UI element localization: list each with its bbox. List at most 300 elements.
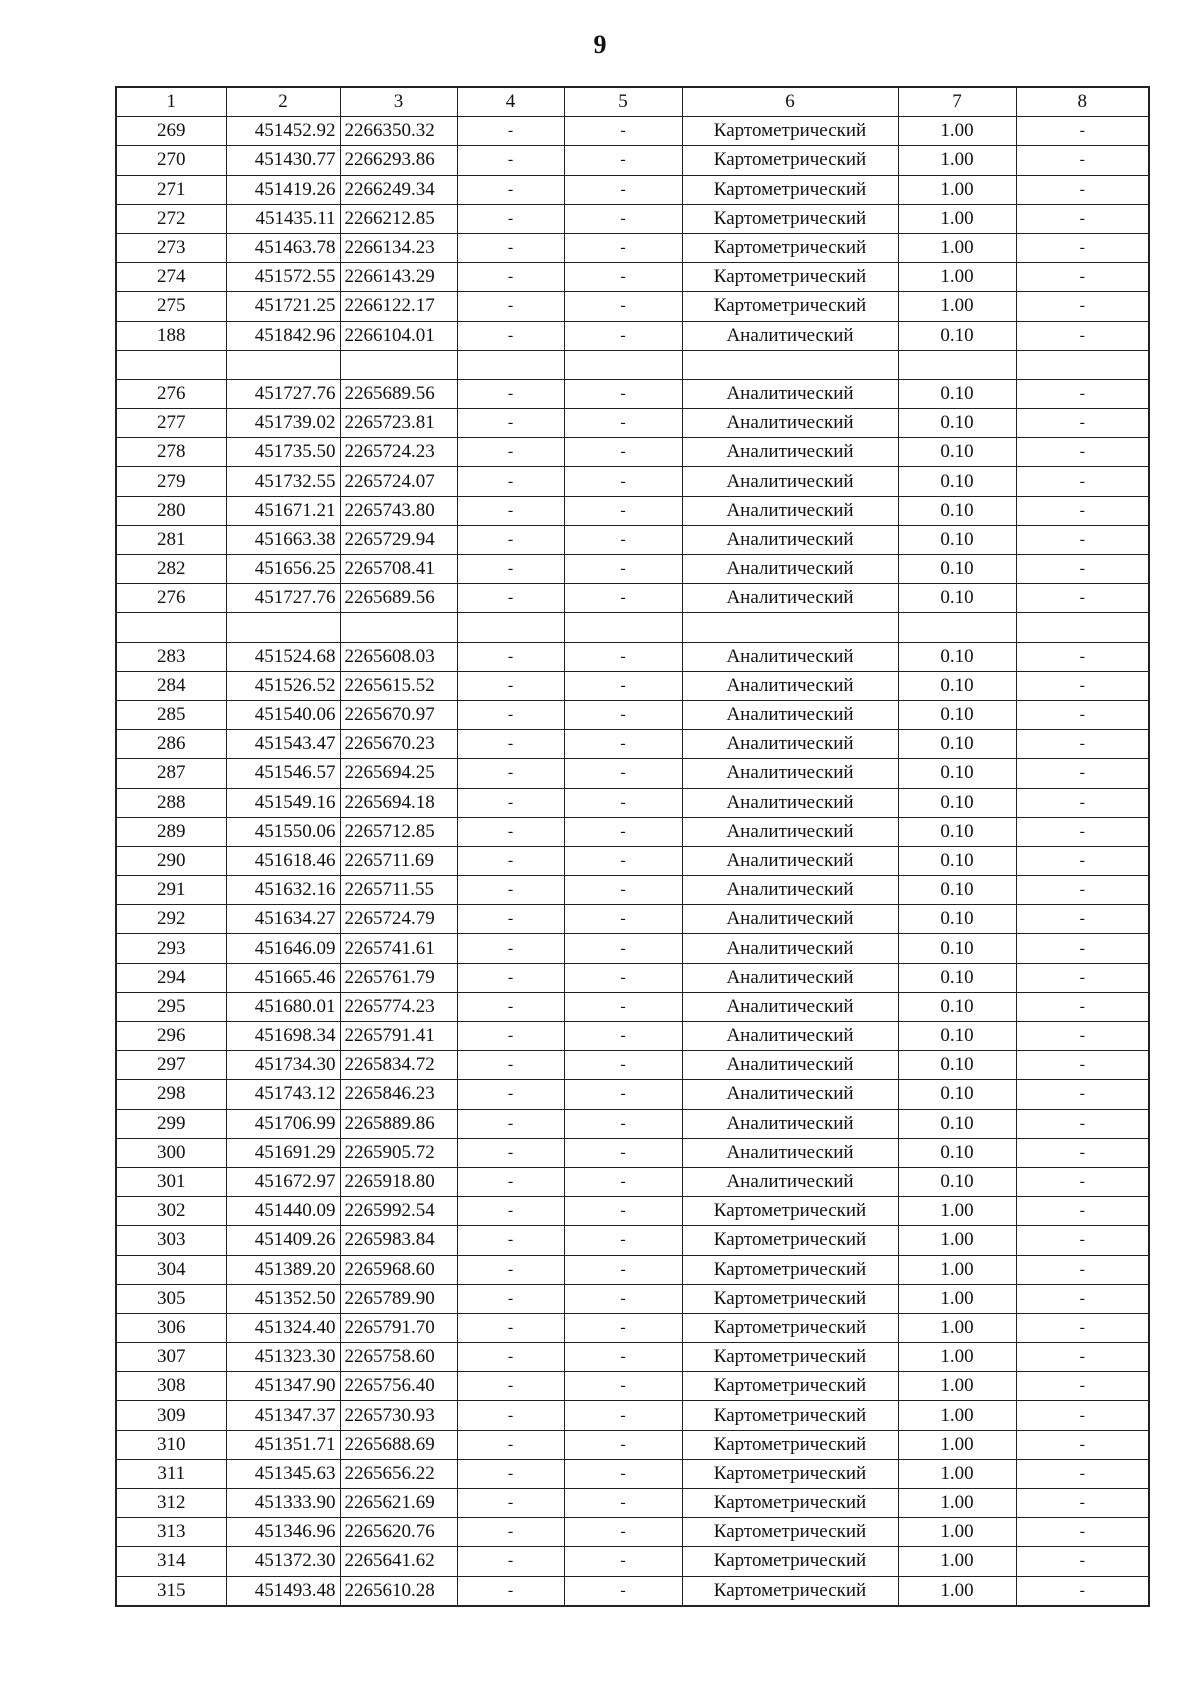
point-number-cell: 295	[116, 992, 226, 1021]
x-coordinate-cell: 451372.30	[226, 1547, 340, 1576]
accuracy-cell: 1.00	[898, 1226, 1016, 1255]
column-4-cell: -	[457, 1313, 564, 1342]
table-row	[116, 555, 1149, 584]
accuracy-cell: 1.00	[898, 1459, 1016, 1488]
point-number-cell: 272	[116, 204, 226, 233]
point-number-cell: 275	[116, 292, 226, 321]
column-4-cell: -	[457, 1022, 564, 1051]
column-4-cell: -	[457, 730, 564, 759]
method-cell: Аналитический	[682, 1138, 898, 1167]
x-coordinate-cell: 451727.76	[226, 379, 340, 408]
column-8-cell: -	[1016, 175, 1149, 204]
column-4-cell: -	[457, 204, 564, 233]
column-5-cell: -	[564, 730, 682, 759]
point-number-cell: 286	[116, 730, 226, 759]
accuracy-cell: 0.10	[898, 321, 1016, 350]
table-row	[116, 730, 1149, 759]
x-coordinate-cell: 451743.12	[226, 1080, 340, 1109]
method-cell: Аналитический	[682, 905, 898, 934]
x-coordinate-cell: 451430.77	[226, 146, 340, 175]
accuracy-cell: 0.10	[898, 963, 1016, 992]
x-coordinate-cell: 451732.55	[226, 467, 340, 496]
method-cell: Аналитический	[682, 642, 898, 671]
point-number-cell	[116, 613, 226, 642]
column-5-cell: -	[564, 321, 682, 350]
column-4-cell: -	[457, 175, 564, 204]
column-5-cell: -	[564, 1343, 682, 1372]
table-row	[116, 467, 1149, 496]
y-coordinate-cell: 2265834.72	[340, 1051, 457, 1080]
table-row	[116, 321, 1149, 350]
accuracy-cell: 1.00	[898, 263, 1016, 292]
column-8-cell: -	[1016, 1255, 1149, 1284]
point-number-cell: 283	[116, 642, 226, 671]
column-8-cell: -	[1016, 263, 1149, 292]
column-5-cell: -	[564, 555, 682, 584]
column-header: 2	[226, 87, 340, 117]
column-5-cell: -	[564, 1576, 682, 1606]
x-coordinate-cell: 451656.25	[226, 555, 340, 584]
table-row	[116, 263, 1149, 292]
column-header: 4	[457, 87, 564, 117]
column-4-cell: -	[457, 700, 564, 729]
table-row	[116, 905, 1149, 934]
table-row	[116, 1197, 1149, 1226]
column-8-cell: -	[1016, 321, 1149, 350]
column-4-cell: -	[457, 438, 564, 467]
y-coordinate-cell: 2265761.79	[340, 963, 457, 992]
x-coordinate-cell: 451634.27	[226, 905, 340, 934]
y-coordinate-cell: 2266212.85	[340, 204, 457, 233]
table-row	[116, 1430, 1149, 1459]
x-coordinate-cell: 451452.92	[226, 117, 340, 146]
point-number-cell: 288	[116, 788, 226, 817]
x-coordinate-cell: 451739.02	[226, 409, 340, 438]
method-cell: Аналитический	[682, 1051, 898, 1080]
column-8-cell: -	[1016, 204, 1149, 233]
table-row	[116, 117, 1149, 146]
column-5-cell: -	[564, 1051, 682, 1080]
method-cell: Картометрический	[682, 1489, 898, 1518]
column-8-cell: -	[1016, 438, 1149, 467]
column-header: 3	[340, 87, 457, 117]
table-row	[116, 496, 1149, 525]
x-coordinate-cell: 451333.90	[226, 1489, 340, 1518]
method-cell: Аналитический	[682, 700, 898, 729]
accuracy-cell: 0.10	[898, 1022, 1016, 1051]
column-4-cell: -	[457, 992, 564, 1021]
method-cell: Картометрический	[682, 1284, 898, 1313]
column-5-cell: -	[564, 496, 682, 525]
column-4-cell: -	[457, 846, 564, 875]
table-row	[116, 1109, 1149, 1138]
x-coordinate-cell: 451419.26	[226, 175, 340, 204]
column-4-cell: -	[457, 788, 564, 817]
table-row	[116, 759, 1149, 788]
x-coordinate-cell: 451323.30	[226, 1343, 340, 1372]
column-5-cell: -	[564, 1109, 682, 1138]
y-coordinate-cell: 2265621.69	[340, 1489, 457, 1518]
y-coordinate-cell: 2265724.23	[340, 438, 457, 467]
point-number-cell: 304	[116, 1255, 226, 1284]
y-coordinate-cell: 2265670.23	[340, 730, 457, 759]
column-8-cell: -	[1016, 963, 1149, 992]
x-coordinate-cell: 451546.57	[226, 759, 340, 788]
y-coordinate-cell: 2265758.60	[340, 1343, 457, 1372]
column-8-cell: -	[1016, 730, 1149, 759]
point-number-cell: 302	[116, 1197, 226, 1226]
point-number-cell: 277	[116, 409, 226, 438]
column-8-cell: -	[1016, 525, 1149, 554]
x-coordinate-cell: 451727.76	[226, 584, 340, 613]
table-row	[116, 1547, 1149, 1576]
table-row	[116, 934, 1149, 963]
x-coordinate-cell: 451493.48	[226, 1576, 340, 1606]
accuracy-cell: 1.00	[898, 1547, 1016, 1576]
method-cell: Аналитический	[682, 1167, 898, 1196]
column-8-cell: -	[1016, 1167, 1149, 1196]
point-number-cell: 282	[116, 555, 226, 584]
column-4-cell: -	[457, 1284, 564, 1313]
x-coordinate-cell: 451524.68	[226, 642, 340, 671]
column-8-cell: -	[1016, 1051, 1149, 1080]
column-4-cell: -	[457, 1372, 564, 1401]
column-4-cell: -	[457, 1051, 564, 1080]
column-8-cell: -	[1016, 1080, 1149, 1109]
y-coordinate-cell: 2266104.01	[340, 321, 457, 350]
x-coordinate-cell: 451345.63	[226, 1459, 340, 1488]
point-number-cell: 314	[116, 1547, 226, 1576]
column-4-cell: -	[457, 1576, 564, 1606]
y-coordinate-cell: 2266293.86	[340, 146, 457, 175]
method-cell: Аналитический	[682, 730, 898, 759]
accuracy-cell: 1.00	[898, 1284, 1016, 1313]
table-row	[116, 963, 1149, 992]
accuracy-cell: 0.10	[898, 788, 1016, 817]
method-cell: Картометрический	[682, 1401, 898, 1430]
method-cell: Картометрический	[682, 263, 898, 292]
column-4-cell: -	[457, 584, 564, 613]
point-number-cell: 269	[116, 117, 226, 146]
accuracy-cell: 0.10	[898, 730, 1016, 759]
table-row	[116, 233, 1149, 262]
method-cell: Аналитический	[682, 876, 898, 905]
point-number-cell: 284	[116, 671, 226, 700]
point-number-cell: 299	[116, 1109, 226, 1138]
accuracy-cell: 0.10	[898, 905, 1016, 934]
column-8-cell: -	[1016, 1576, 1149, 1606]
y-coordinate-cell: 2265791.70	[340, 1313, 457, 1342]
column-4-cell	[457, 350, 564, 379]
accuracy-cell: 0.10	[898, 438, 1016, 467]
point-number-cell: 281	[116, 525, 226, 554]
column-header: 5	[564, 87, 682, 117]
accuracy-cell: 0.10	[898, 467, 1016, 496]
table-body	[116, 117, 1149, 1606]
x-coordinate-cell: 451549.16	[226, 788, 340, 817]
y-coordinate-cell	[340, 613, 457, 642]
column-8-cell	[1016, 350, 1149, 379]
column-8-cell: -	[1016, 467, 1149, 496]
table-row	[116, 788, 1149, 817]
accuracy-cell: 0.10	[898, 1080, 1016, 1109]
column-5-cell: -	[564, 1401, 682, 1430]
method-cell: Картометрический	[682, 1372, 898, 1401]
method-cell: Аналитический	[682, 963, 898, 992]
table-row	[116, 642, 1149, 671]
accuracy-cell: 0.10	[898, 671, 1016, 700]
column-5-cell: -	[564, 1430, 682, 1459]
x-coordinate-cell: 451680.01	[226, 992, 340, 1021]
column-8-cell: -	[1016, 496, 1149, 525]
method-cell: Аналитический	[682, 788, 898, 817]
column-8-cell: -	[1016, 1226, 1149, 1255]
method-cell: Аналитический	[682, 379, 898, 408]
y-coordinate-cell: 2265712.85	[340, 817, 457, 846]
method-cell: Аналитический	[682, 525, 898, 554]
method-cell: Аналитический	[682, 671, 898, 700]
x-coordinate-cell: 451735.50	[226, 438, 340, 467]
column-8-cell: -	[1016, 1109, 1149, 1138]
point-number-cell: 188	[116, 321, 226, 350]
method-cell: Картометрический	[682, 1430, 898, 1459]
x-coordinate-cell: 451842.96	[226, 321, 340, 350]
point-number-cell: 307	[116, 1343, 226, 1372]
column-5-cell: -	[564, 992, 682, 1021]
point-number-cell: 291	[116, 876, 226, 905]
column-4-cell: -	[457, 321, 564, 350]
point-number-cell: 294	[116, 963, 226, 992]
column-8-cell: -	[1016, 1138, 1149, 1167]
method-cell	[682, 350, 898, 379]
column-4-cell: -	[457, 759, 564, 788]
column-4-cell: -	[457, 1343, 564, 1372]
column-4-cell: -	[457, 1459, 564, 1488]
column-8-cell: -	[1016, 233, 1149, 262]
point-number-cell: 290	[116, 846, 226, 875]
table-row	[116, 1022, 1149, 1051]
column-8-cell: -	[1016, 1284, 1149, 1313]
method-cell: Картометрический	[682, 1255, 898, 1284]
accuracy-cell: 0.10	[898, 642, 1016, 671]
point-number-cell: 276	[116, 584, 226, 613]
column-8-cell: -	[1016, 146, 1149, 175]
column-8-cell: -	[1016, 934, 1149, 963]
y-coordinate-cell: 2265743.80	[340, 496, 457, 525]
point-number-cell: 292	[116, 905, 226, 934]
method-cell: Аналитический	[682, 1109, 898, 1138]
column-8-cell: -	[1016, 759, 1149, 788]
method-cell: Аналитический	[682, 846, 898, 875]
table-row	[116, 671, 1149, 700]
column-8-cell: -	[1016, 1518, 1149, 1547]
x-coordinate-cell: 451734.30	[226, 1051, 340, 1080]
accuracy-cell: 0.10	[898, 759, 1016, 788]
point-number-cell: 285	[116, 700, 226, 729]
accuracy-cell: 0.10	[898, 700, 1016, 729]
method-cell: Аналитический	[682, 555, 898, 584]
accuracy-cell: 1.00	[898, 1343, 1016, 1372]
y-coordinate-cell: 2265694.25	[340, 759, 457, 788]
column-8-cell: -	[1016, 379, 1149, 408]
method-cell: Картометрический	[682, 1547, 898, 1576]
column-8-cell: -	[1016, 1313, 1149, 1342]
method-cell: Аналитический	[682, 409, 898, 438]
y-coordinate-cell: 2265656.22	[340, 1459, 457, 1488]
point-number-cell: 298	[116, 1080, 226, 1109]
column-4-cell: -	[457, 1138, 564, 1167]
column-8-cell: -	[1016, 409, 1149, 438]
y-coordinate-cell: 2265689.56	[340, 379, 457, 408]
y-coordinate-cell: 2266143.29	[340, 263, 457, 292]
x-coordinate-cell: 451646.09	[226, 934, 340, 963]
accuracy-cell: 0.10	[898, 555, 1016, 584]
column-8-cell: -	[1016, 671, 1149, 700]
method-cell: Картометрический	[682, 1459, 898, 1488]
column-5-cell: -	[564, 467, 682, 496]
column-5-cell: -	[564, 409, 682, 438]
column-5-cell: -	[564, 876, 682, 905]
column-8-cell: -	[1016, 555, 1149, 584]
x-coordinate-cell: 451435.11	[226, 204, 340, 233]
table-row	[116, 1576, 1149, 1606]
accuracy-cell: 1.00	[898, 292, 1016, 321]
column-8-cell	[1016, 613, 1149, 642]
method-cell: Аналитический	[682, 934, 898, 963]
column-5-cell: -	[564, 438, 682, 467]
column-5-cell: -	[564, 233, 682, 262]
column-5-cell: -	[564, 1080, 682, 1109]
x-coordinate-cell: 451324.40	[226, 1313, 340, 1342]
column-8-cell: -	[1016, 846, 1149, 875]
method-cell: Картометрический	[682, 1343, 898, 1372]
x-coordinate-cell: 451409.26	[226, 1226, 340, 1255]
table-row	[116, 204, 1149, 233]
method-cell: Аналитический	[682, 1080, 898, 1109]
table-row	[116, 1255, 1149, 1284]
x-coordinate-cell: 451698.34	[226, 1022, 340, 1051]
y-coordinate-cell: 2265846.23	[340, 1080, 457, 1109]
x-coordinate-cell: 451543.47	[226, 730, 340, 759]
y-coordinate-cell: 2265983.84	[340, 1226, 457, 1255]
point-number-cell: 279	[116, 467, 226, 496]
method-cell: Картометрический	[682, 1518, 898, 1547]
method-cell: Аналитический	[682, 467, 898, 496]
column-5-cell: -	[564, 817, 682, 846]
column-8-cell: -	[1016, 642, 1149, 671]
column-4-cell: -	[457, 642, 564, 671]
x-coordinate-cell: 451540.06	[226, 700, 340, 729]
x-coordinate-cell: 451347.90	[226, 1372, 340, 1401]
y-coordinate-cell: 2265730.93	[340, 1401, 457, 1430]
accuracy-cell: 1.00	[898, 1313, 1016, 1342]
accuracy-cell: 0.10	[898, 1138, 1016, 1167]
column-8-cell: -	[1016, 1547, 1149, 1576]
x-coordinate-cell: 451691.29	[226, 1138, 340, 1167]
accuracy-cell: 0.10	[898, 584, 1016, 613]
column-4-cell	[457, 613, 564, 642]
y-coordinate-cell: 2265968.60	[340, 1255, 457, 1284]
column-4-cell: -	[457, 1489, 564, 1518]
point-number-cell: 308	[116, 1372, 226, 1401]
point-number-cell	[116, 350, 226, 379]
y-coordinate-cell: 2265694.18	[340, 788, 457, 817]
y-coordinate-cell: 2265711.55	[340, 876, 457, 905]
column-5-cell: -	[564, 846, 682, 875]
column-5-cell: -	[564, 263, 682, 292]
method-cell: Аналитический	[682, 438, 898, 467]
accuracy-cell: 1.00	[898, 1255, 1016, 1284]
column-5-cell: -	[564, 175, 682, 204]
point-number-cell: 313	[116, 1518, 226, 1547]
page-number: 9	[593, 30, 607, 59]
accuracy-cell: 0.10	[898, 846, 1016, 875]
point-number-cell: 297	[116, 1051, 226, 1080]
y-coordinate-cell: 2265724.07	[340, 467, 457, 496]
accuracy-cell: 0.10	[898, 817, 1016, 846]
point-number-cell: 303	[116, 1226, 226, 1255]
accuracy-cell: 1.00	[898, 233, 1016, 262]
accuracy-cell: 1.00	[898, 175, 1016, 204]
method-cell: Картометрический	[682, 1576, 898, 1606]
point-number-cell: 310	[116, 1430, 226, 1459]
column-4-cell: -	[457, 496, 564, 525]
column-8-cell: -	[1016, 1459, 1149, 1488]
column-8-cell: -	[1016, 1343, 1149, 1372]
column-5-cell: -	[564, 1226, 682, 1255]
table-row	[116, 409, 1149, 438]
coordinates-table	[115, 86, 1150, 1607]
column-5-cell: -	[564, 204, 682, 233]
column-8-cell: -	[1016, 700, 1149, 729]
table-row	[116, 1051, 1149, 1080]
accuracy-cell: 1.00	[898, 1489, 1016, 1518]
method-cell	[682, 613, 898, 642]
point-number-cell: 312	[116, 1489, 226, 1518]
column-5-cell: -	[564, 934, 682, 963]
column-5-cell: -	[564, 642, 682, 671]
accuracy-cell: 1.00	[898, 1576, 1016, 1606]
column-4-cell: -	[457, 525, 564, 554]
table-row	[116, 1372, 1149, 1401]
y-coordinate-cell: 2265729.94	[340, 525, 457, 554]
point-number-cell: 273	[116, 233, 226, 262]
column-4-cell: -	[457, 1080, 564, 1109]
y-coordinate-cell: 2266122.17	[340, 292, 457, 321]
column-4-cell: -	[457, 292, 564, 321]
accuracy-cell: 1.00	[898, 1197, 1016, 1226]
y-coordinate-cell: 2265711.69	[340, 846, 457, 875]
point-number-cell: 280	[116, 496, 226, 525]
point-number-cell: 309	[116, 1401, 226, 1430]
accuracy-cell: 0.10	[898, 525, 1016, 554]
column-4-cell: -	[457, 671, 564, 700]
column-8-cell: -	[1016, 1401, 1149, 1430]
y-coordinate-cell: 2266134.23	[340, 233, 457, 262]
point-number-cell: 274	[116, 263, 226, 292]
accuracy-cell: 0.10	[898, 1051, 1016, 1080]
column-header: 8	[1016, 87, 1149, 117]
x-coordinate-cell: 451572.55	[226, 263, 340, 292]
y-coordinate-cell: 2266249.34	[340, 175, 457, 204]
y-coordinate-cell: 2266350.32	[340, 117, 457, 146]
y-coordinate-cell: 2265608.03	[340, 642, 457, 671]
accuracy-cell: 0.10	[898, 409, 1016, 438]
y-coordinate-cell: 2265918.80	[340, 1167, 457, 1196]
column-4-cell: -	[457, 233, 564, 262]
accuracy-cell: 0.10	[898, 496, 1016, 525]
column-4-cell: -	[457, 1401, 564, 1430]
